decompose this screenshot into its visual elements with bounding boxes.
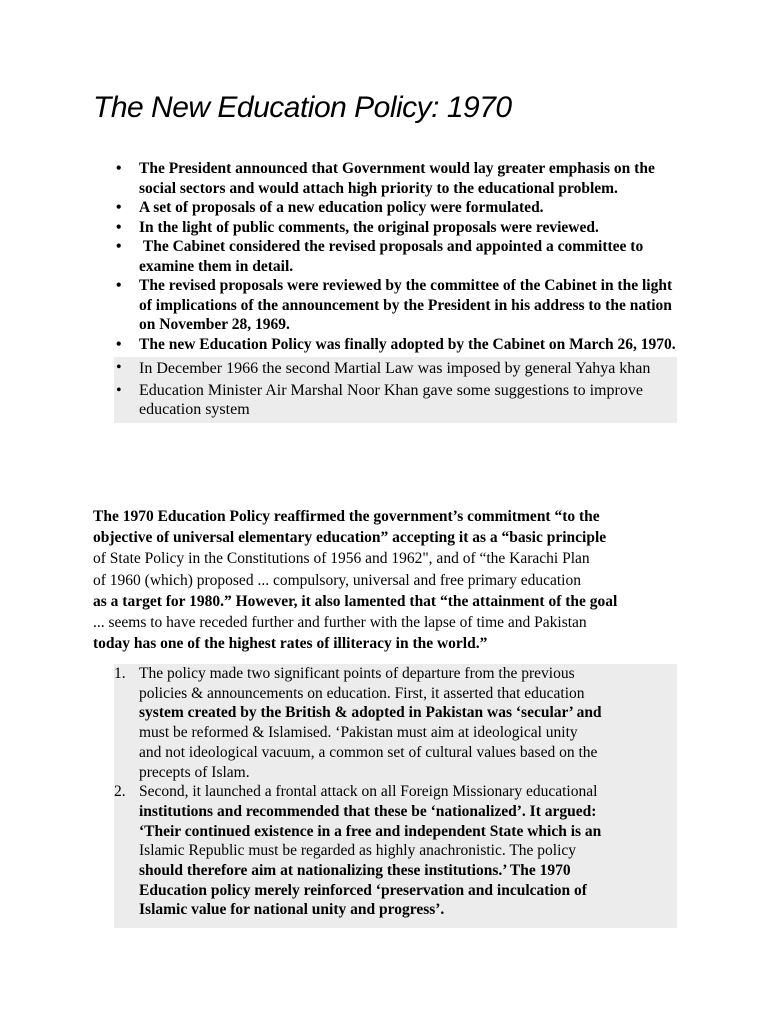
list-number: 1. [114, 665, 126, 682]
list-line: policies & announcements on education. First, it asserted that education [139, 684, 585, 702]
bullet-icon: • [116, 381, 122, 399]
bullet-text: The Cabinet considered the revised proposals and appointed a committee to examine them in detail. [139, 238, 648, 275]
list-line: should therefore aim at nationalizing these institutions.’ The 1970 [139, 862, 571, 880]
list-line: Islamic value for national unity and progress’. [139, 901, 445, 919]
list-line: Education policy merely reinforced ‘preservation and inculcation of [139, 881, 587, 899]
list-line: system created by the British & adopted in Pakistan was ‘secular’ and [139, 704, 602, 722]
paragraph-line: ... seems to have receded further and further with the lapse of time and Pakistan [93, 614, 587, 632]
list-line: and not ideological vacuum, a common set of cultural values based on the [139, 743, 598, 761]
bullet-icon: • [116, 277, 122, 294]
bullet-text: The President announced that Government would lay greater emphasis on the social sectors and would attach high priority to the educational problem. [139, 160, 655, 197]
list-item [114, 276, 677, 335]
list-line: The policy made two significant points of departure from the previous [139, 665, 575, 682]
bullet-icon: • [116, 359, 122, 376]
bullet-icon: • [116, 199, 122, 216]
list-item [114, 335, 677, 355]
list-item [114, 218, 677, 238]
list-item [114, 237, 677, 276]
numbered-list [114, 664, 677, 928]
list-line: institutions and recommended that these be ‘nationalized’. It argued: [139, 802, 597, 820]
list-line: Second, it launched a frontal attack on all Foreign Missionary educational [139, 783, 598, 801]
paragraph-line: objective of universal elementary education” accepting it as a “basic principle [93, 529, 607, 547]
list-line: must be reformed & Islamised. ‘Pakistan must aim at ideological unity [139, 724, 578, 742]
list-item [114, 159, 677, 198]
bullet-text: In December 1966 the second Martial Law was imposed by general Yahya khan [139, 360, 651, 377]
bullet-icon: • [116, 160, 122, 177]
paragraph-line: today has one of the highest rates of illiteracy in the world.” [93, 635, 488, 653]
paragraph-line: of State Policy in the Constitutions of 1956 and 1962", and of “the Karachi Plan [93, 550, 590, 568]
list-number: 2. [114, 783, 126, 801]
bullet-text: A set of proposals of a new education policy were formulated. [139, 199, 544, 216]
list-line: ‘Their continued existence in a free and independent State which is an [139, 822, 602, 840]
list-item [114, 380, 677, 423]
bullet-text: Education Minister Air Marshal Noor Khan gave some suggestions to improve education system [139, 381, 643, 418]
paragraph-line: as a target for 1980.” However, it also lamented that “the attainment of the goal [93, 592, 618, 610]
paragraph-line: of 1960 (which) proposed ... compulsory, universal and free primary education [93, 571, 581, 589]
list-item [114, 198, 677, 218]
bullet-list [114, 159, 677, 423]
bullet-icon: • [116, 335, 122, 353]
list-line: precepts of Islam. [139, 763, 250, 781]
paragraph-line: The 1970 Education Policy reaffirmed the government’s commitment “to the [93, 508, 600, 525]
bullet-text: The new Education Policy was finally adopted by the Cabinet on March 26, 1970. [139, 335, 676, 353]
bullet-icon: • [116, 238, 122, 255]
body-paragraph [93, 506, 677, 654]
list-line: Islamic Republic must be regarded as highly anachronistic. The policy [139, 842, 577, 860]
list-item [114, 782, 677, 920]
page-title: The New Education Policy: 1970 [93, 91, 512, 124]
list-item [114, 664, 677, 782]
bullet-text: In the light of public comments, the original proposals were reviewed. [139, 218, 599, 236]
bullet-text: The revised proposals were reviewed by the committee of the Cabinet in the light of implications of the announcement by the President in his address to the nation on November 28, 1969. [139, 277, 673, 333]
list-item [114, 357, 677, 380]
bullet-icon: • [116, 218, 122, 236]
